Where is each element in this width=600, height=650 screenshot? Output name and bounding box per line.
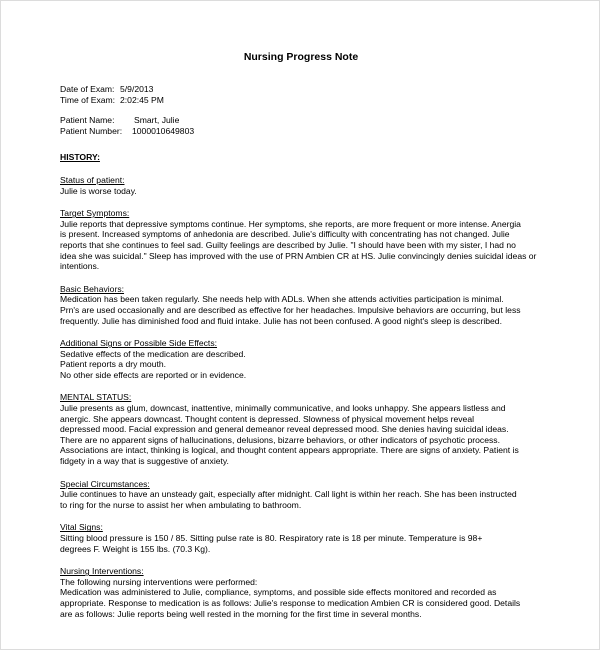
section-body: The following nursing interventions were performed: Medication was administered to Julie, compliance, symptoms, and possible side effects monitored and recorded as appropriate. Response to medication is as follows: Julie's response to medication Ambien CR is considered good. Details are as follows: Julie reports being well rested in the morning for the first time in several months.: [60, 576, 521, 619]
section-basic-behaviors: [60, 284, 550, 326]
exam-date-label: Date of Exam:: [60, 84, 115, 94]
section-body: Julie reports that depressive symptoms continue. Her symptoms, she reports, are more frequent or more intense. Anergia is present. Increased symptoms of anhedonia are described. Julie's difficulty with concentrating has not changed. Julie reports that she continues to feel sad. Guilty feelings are described by Julie. "I should have been with my sister, I had no idea she was suicidal." Sleep has improved with the use of PRN Ambien CR at HS. Julie convincingly denies suicidal ideas or intentions.: [60, 218, 537, 272]
section-heading: MENTAL STATUS:: [60, 392, 132, 403]
section-body: Medication has been taken regularly. She needs help with ADLs. When she attends activities participation is minimal. Prn's are used occasionally and are described as effective for her headaches. Impulsive behaviors are occurring, but less frequently. Julie has diminished food and fluid intake. Julie has not been confused. A good night's sleep is described.: [60, 294, 521, 326]
exam-date-row: [60, 84, 550, 95]
section-nursing-interventions: [60, 566, 550, 619]
history-heading: HISTORY:: [60, 152, 100, 163]
patient-name-row: [60, 115, 550, 126]
patient-number-value: 1000010649803: [132, 125, 195, 136]
section-body: Julie is worse today.: [60, 185, 137, 196]
section-heading: Nursing Interventions:: [60, 566, 144, 577]
section-special-circumstances: [60, 479, 550, 511]
patient-name-label: Patient Name:: [60, 115, 115, 126]
section-body: Sitting blood pressure is 150 / 85. Sitting pulse rate is 80. Respiratory rate is 18 per minute. Temperature is 98+ degrees F. Weight is 155 lbs. (70.3 Kg).: [60, 533, 483, 554]
section-body: Julie continues to have an unsteady gait, especially after midnight. Call light is within her reach. She has been instructed to ring for the nurse to assist her when ambulating to bathroom.: [60, 489, 517, 510]
section-target-symptoms: [60, 208, 550, 272]
section-body: Sedative effects of the medication are described. Patient reports a dry mouth. No other side effects are reported or in evidence.: [60, 348, 247, 380]
document-title: Nursing Progress Note: [243, 51, 359, 63]
patient-number-row: [60, 126, 550, 137]
section-body: Julie presents as glum, downcast, inattentive, minimally communicative, and looks unhappy. She appears listless and anergic. She appears downcast. Thought content is depressed. Slowness of physical movement helps reveal depressed mood. Facial expression and general demeanor reveal depressed mood. She denies having suicidal ideas. There are no apparent signs of hallucinations, delusions, bizarre behaviors, or other indicators of psychotic process. Associations are intact, thinking is logical, and thought content appears appropriate. There are signs of anxiety. Patient is fidgety in a way that is suggestive of anxiety.: [60, 403, 519, 467]
section-side-effects: [60, 338, 550, 380]
exam-time-label: Time of Exam:: [60, 94, 116, 105]
document-content: [60, 51, 550, 619]
patient-number-label: Patient Number:: [60, 125, 123, 136]
section-heading: Vital Signs:: [60, 522, 103, 533]
section-heading: Target Symptoms:: [60, 208, 130, 219]
section-vital-signs: [60, 522, 550, 554]
exam-time-row: [60, 95, 550, 106]
section-heading: Basic Behaviors:: [60, 283, 125, 294]
section-heading: Additional Signs or Possible Side Effects:: [60, 338, 218, 349]
exam-date-value: 5/9/2013: [120, 84, 154, 94]
exam-time-value: 2:02:45 PM: [120, 94, 164, 105]
section-status-of-patient: [60, 175, 550, 196]
section-heading: Status of patient:: [60, 174, 125, 185]
patient-name-value: Smart, Julie: [134, 115, 180, 126]
section-mental-status: [60, 392, 550, 466]
section-heading: Special Circumstances:: [60, 478, 150, 489]
